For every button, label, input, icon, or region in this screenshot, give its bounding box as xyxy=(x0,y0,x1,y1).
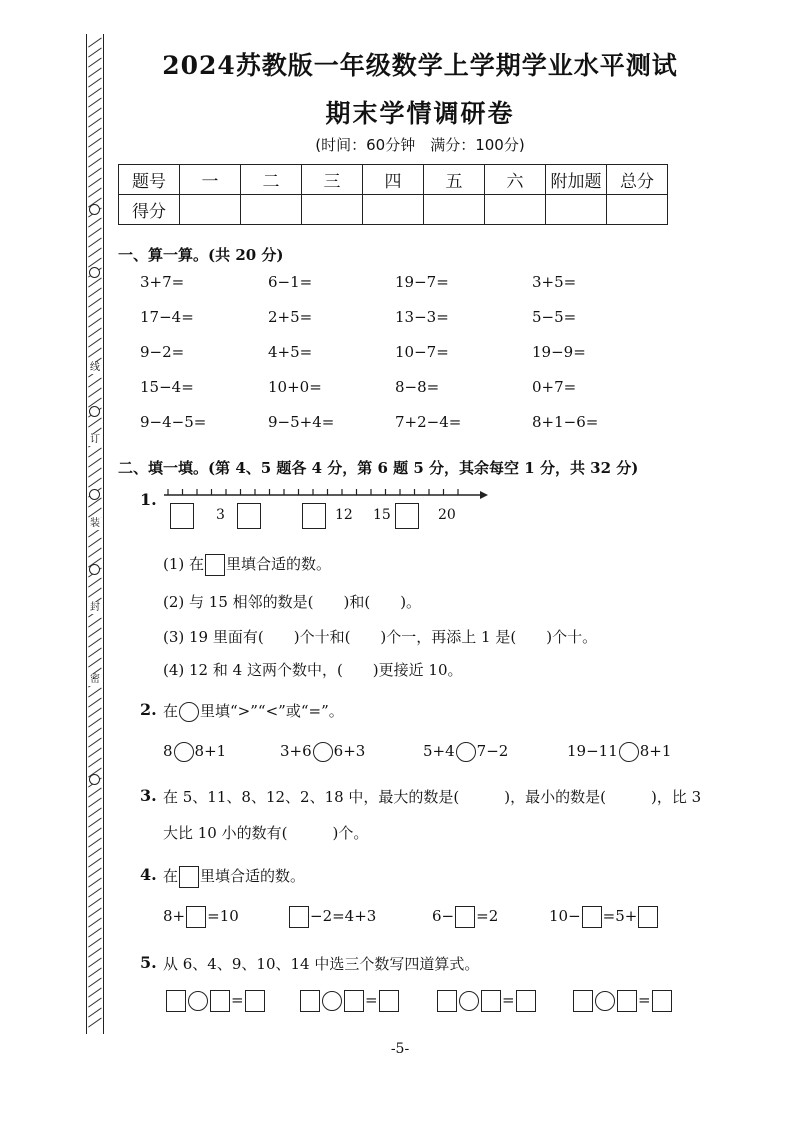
binding-hatch xyxy=(88,838,102,848)
binding-hatch xyxy=(88,168,102,178)
equals-sign: = xyxy=(231,991,244,1009)
binding-hatch xyxy=(88,38,102,48)
q1-sub3: (3) 19 里面有( )个十和( )个一，再添上 1 是( )个十。 xyxy=(163,628,598,646)
binding-hatch xyxy=(88,148,102,158)
compare-circle[interactable] xyxy=(619,742,639,762)
calc-problem: 19−7= xyxy=(395,273,449,291)
answer-box[interactable] xyxy=(617,990,637,1012)
q3-line1: 在 5、11、8、12、2、18 中，最大的数是( )，最小的数是( )，比 3 xyxy=(163,788,702,806)
binding-hatch xyxy=(88,908,102,918)
score-header-cell: 总分 xyxy=(607,165,668,195)
calc-problem: 2+5= xyxy=(268,308,313,326)
binding-hatch xyxy=(88,458,102,468)
operator-circle[interactable] xyxy=(188,991,208,1011)
compare-circle[interactable] xyxy=(174,742,194,762)
binding-hole xyxy=(89,774,100,785)
binding-hatch xyxy=(88,588,102,598)
binding-hatch xyxy=(88,618,102,628)
calc-problem: 10−7= xyxy=(395,343,449,361)
exam-time-info: (时间：60分钟 满分：100分) xyxy=(315,136,525,154)
q1-sub1: (1) 在 里填合适的数。 xyxy=(163,553,331,576)
calc-problem: 17−4= xyxy=(140,308,194,326)
q2-title: 在 里填“>”“<”或“=”。 xyxy=(163,702,344,720)
binding-hatch xyxy=(88,308,102,318)
score-cell[interactable] xyxy=(180,195,241,225)
score-cell[interactable] xyxy=(607,195,668,225)
binding-hatch xyxy=(88,638,102,648)
binding-hatch xyxy=(88,898,102,908)
answer-box[interactable] xyxy=(582,906,602,928)
binding-hatch xyxy=(88,478,102,488)
binding-hatch xyxy=(88,418,102,428)
binding-hatch xyxy=(88,988,102,998)
score-cell[interactable] xyxy=(424,195,485,225)
binding-hatch xyxy=(88,78,102,88)
answer-box[interactable] xyxy=(186,906,206,928)
score-row-label: 得分 xyxy=(119,195,180,225)
equals-sign: = xyxy=(638,991,651,1009)
compare-circle[interactable] xyxy=(313,742,333,762)
binding-hatch xyxy=(88,688,102,698)
binding-hatch xyxy=(88,128,102,138)
binding-hatch xyxy=(88,748,102,758)
q4-number: 4. xyxy=(140,865,157,884)
score-cell[interactable] xyxy=(363,195,424,225)
q4-eq: −2=4+3 xyxy=(288,906,376,928)
calc-problem: 8+1−6= xyxy=(532,413,599,431)
answer-box[interactable] xyxy=(638,906,658,928)
score-header-cell: 六 xyxy=(485,165,546,195)
binding-hatch xyxy=(88,118,102,128)
equals-sign: = xyxy=(365,991,378,1009)
q2-item: 5+4 7−2 xyxy=(423,742,509,760)
answer-box[interactable] xyxy=(652,990,672,1012)
binding-hatch xyxy=(88,538,102,548)
q5-number: 5. xyxy=(140,953,157,972)
binding-hatch xyxy=(88,48,102,58)
binding-label: 订 xyxy=(90,434,100,445)
answer-box[interactable] xyxy=(245,990,265,1012)
binding-hatch xyxy=(88,468,102,478)
score-header-cell: 三 xyxy=(302,165,363,195)
binding-hatch xyxy=(88,698,102,708)
binding-hatch xyxy=(88,448,102,458)
binding-hatch xyxy=(88,708,102,718)
binding-hatch xyxy=(88,738,102,748)
calc-problem: 19−9= xyxy=(532,343,586,361)
binding-hatch xyxy=(88,88,102,98)
binding-hatch xyxy=(88,888,102,898)
answer-box xyxy=(179,866,199,888)
binding-hatch xyxy=(88,958,102,968)
binding-hatch xyxy=(88,848,102,858)
calc-problem: 4+5= xyxy=(268,343,313,361)
q2-item: 3+6 6+3 xyxy=(280,742,366,760)
binding-hole xyxy=(89,267,100,278)
binding-hatch xyxy=(88,818,102,828)
number-line-label: 20 xyxy=(438,507,456,523)
compare-circle[interactable] xyxy=(456,742,476,762)
q1-number: 1. xyxy=(140,490,157,509)
binding-hatch xyxy=(88,828,102,838)
score-table-header-row xyxy=(119,165,668,195)
binding-hatch xyxy=(88,248,102,258)
q5-equation xyxy=(436,990,537,1012)
calc-problem: 9−4−5= xyxy=(140,413,207,431)
score-header-cell: 一 xyxy=(180,165,241,195)
binding-label: 线 xyxy=(90,362,100,373)
calc-problem: 13−3= xyxy=(395,308,449,326)
binding-hatch xyxy=(88,808,102,818)
binding-hatch xyxy=(88,928,102,938)
binding-hatch xyxy=(88,508,102,518)
binding-hatch xyxy=(88,378,102,388)
binding-strip xyxy=(86,34,104,1034)
binding-hatch xyxy=(88,228,102,238)
binding-hatch xyxy=(88,658,102,668)
binding-hatch xyxy=(88,868,102,878)
binding-hatch xyxy=(88,628,102,638)
answer-box[interactable] xyxy=(210,990,230,1012)
binding-hatch xyxy=(88,798,102,808)
binding-hatch xyxy=(88,178,102,188)
calc-problem: 10+0= xyxy=(268,378,322,396)
q2-item: 8 8+1 xyxy=(163,742,227,760)
calc-problem: 0+7= xyxy=(532,378,577,396)
number-line-label: 12 xyxy=(335,507,353,523)
binding-hatch xyxy=(88,858,102,868)
calc-problem: 5−5= xyxy=(532,308,577,326)
number-line-label: 3 xyxy=(216,507,225,523)
binding-hatch xyxy=(88,578,102,588)
binding-label: 密 xyxy=(90,674,100,685)
binding-hatch xyxy=(88,918,102,928)
q5-equation xyxy=(299,990,400,1012)
q4-eq: 6− =2 xyxy=(432,906,498,928)
binding-hatch xyxy=(88,68,102,78)
number-line-label: 15 xyxy=(373,507,391,523)
binding-hatch xyxy=(88,328,102,338)
number-line-box[interactable] xyxy=(237,503,261,529)
score-header-cell: 二 xyxy=(241,165,302,195)
q4-eq: 8+ =10 xyxy=(163,906,239,928)
answer-box[interactable] xyxy=(481,990,501,1012)
calc-problem: 7+2−4= xyxy=(395,413,462,431)
binding-hatch xyxy=(88,968,102,978)
q3-line2: 大比 10 小的数有( )个。 xyxy=(163,824,369,842)
binding-hatch xyxy=(88,948,102,958)
calc-problem: 3+7= xyxy=(140,273,185,291)
score-header-cell: 附加题 xyxy=(546,165,607,195)
answer-box[interactable] xyxy=(379,990,399,1012)
binding-hole xyxy=(89,204,100,215)
binding-label: 封 xyxy=(90,602,100,613)
calc-problem: 8−8= xyxy=(395,378,440,396)
answer-box[interactable] xyxy=(516,990,536,1012)
q3-number: 3. xyxy=(140,786,157,805)
binding-hatch xyxy=(88,978,102,988)
page-number: -5- xyxy=(390,1041,410,1057)
equals-sign: = xyxy=(502,991,515,1009)
answer-box[interactable] xyxy=(289,906,309,928)
answer-box xyxy=(205,554,225,576)
binding-hatch xyxy=(88,788,102,798)
score-header-cell: 题号 xyxy=(119,165,180,195)
binding-hatch xyxy=(88,98,102,108)
binding-hatch xyxy=(88,338,102,348)
q2-number: 2. xyxy=(140,700,157,719)
q5-title: 从 6、4、9、10、14 中选三个数写四道算式。 xyxy=(163,955,480,973)
section2-title: 二、填一填。(第 4、5 题各 4 分，第 6 题 5 分，其余每空 1 分，共 32 分) xyxy=(118,459,639,477)
q5-equation xyxy=(165,990,266,1012)
binding-hatch xyxy=(88,188,102,198)
section1-title: 一、算一算。(共 20 分) xyxy=(118,246,284,264)
calc-problem: 9−5+4= xyxy=(268,413,335,431)
operator-circle[interactable] xyxy=(595,991,615,1011)
binding-hatch xyxy=(88,548,102,558)
binding-hatch xyxy=(88,718,102,728)
binding-hatch xyxy=(88,388,102,398)
score-header-cell: 五 xyxy=(424,165,485,195)
answer-box[interactable] xyxy=(455,906,475,928)
calc-problem: 9−2= xyxy=(140,343,185,361)
q4-title: 在 里填合适的数。 xyxy=(163,865,305,888)
page-subtitle: 期末学情调研卷 xyxy=(325,99,515,128)
binding-hole xyxy=(89,406,100,417)
number-line-box[interactable] xyxy=(302,503,326,529)
binding-hatch xyxy=(88,218,102,228)
number-line-box[interactable] xyxy=(170,503,194,529)
binding-hatch xyxy=(88,318,102,328)
binding-hatch xyxy=(88,1008,102,1018)
answer-box[interactable] xyxy=(344,990,364,1012)
binding-hatch xyxy=(88,158,102,168)
binding-label: 装 xyxy=(90,518,100,529)
q1-sub4: (4) 12 和 4 这两个数中，( )更接近 10。 xyxy=(163,661,463,679)
page-title: 2024苏教版一年级数学上学期学业水平测试 xyxy=(162,51,678,80)
binding-hatch xyxy=(88,278,102,288)
number-line-box[interactable] xyxy=(395,503,419,529)
score-table xyxy=(118,164,668,225)
binding-hatch xyxy=(88,1018,102,1028)
binding-hatch xyxy=(88,288,102,298)
binding-hatch xyxy=(88,108,102,118)
score-cell[interactable] xyxy=(241,195,302,225)
calc-problem: 3+5= xyxy=(532,273,577,291)
score-header-cell: 四 xyxy=(363,165,424,195)
binding-hole xyxy=(89,564,100,575)
q1-sub2: (2) 与 15 相邻的数是( )和( )。 xyxy=(163,593,422,611)
binding-hatch xyxy=(88,648,102,658)
q5-equation xyxy=(572,990,673,1012)
binding-hatch xyxy=(88,298,102,308)
score-cell[interactable] xyxy=(546,195,607,225)
binding-hatch xyxy=(88,348,102,358)
binding-hatch xyxy=(88,138,102,148)
binding-hatch xyxy=(88,758,102,768)
binding-hole xyxy=(89,489,100,500)
operator-circle[interactable] xyxy=(322,991,342,1011)
binding-hatch xyxy=(88,878,102,888)
operator-circle[interactable] xyxy=(459,991,479,1011)
binding-hatch xyxy=(88,998,102,1008)
calc-problem: 6−1= xyxy=(268,273,313,291)
calc-problem: 15−4= xyxy=(140,378,194,396)
binding-hatch xyxy=(88,728,102,738)
binding-hatch xyxy=(88,238,102,248)
q4-eq: 10− =5+ xyxy=(549,906,659,928)
score-cell[interactable] xyxy=(302,195,363,225)
score-table-score-row xyxy=(119,195,668,225)
answer-box[interactable] xyxy=(166,990,186,1012)
answer-box[interactable] xyxy=(437,990,457,1012)
binding-hatch xyxy=(88,938,102,948)
score-cell[interactable] xyxy=(485,195,546,225)
answer-box[interactable] xyxy=(573,990,593,1012)
q2-item: 19−11 8+1 xyxy=(567,742,672,760)
compare-circle xyxy=(179,702,199,722)
binding-hatch xyxy=(88,58,102,68)
answer-box[interactable] xyxy=(300,990,320,1012)
